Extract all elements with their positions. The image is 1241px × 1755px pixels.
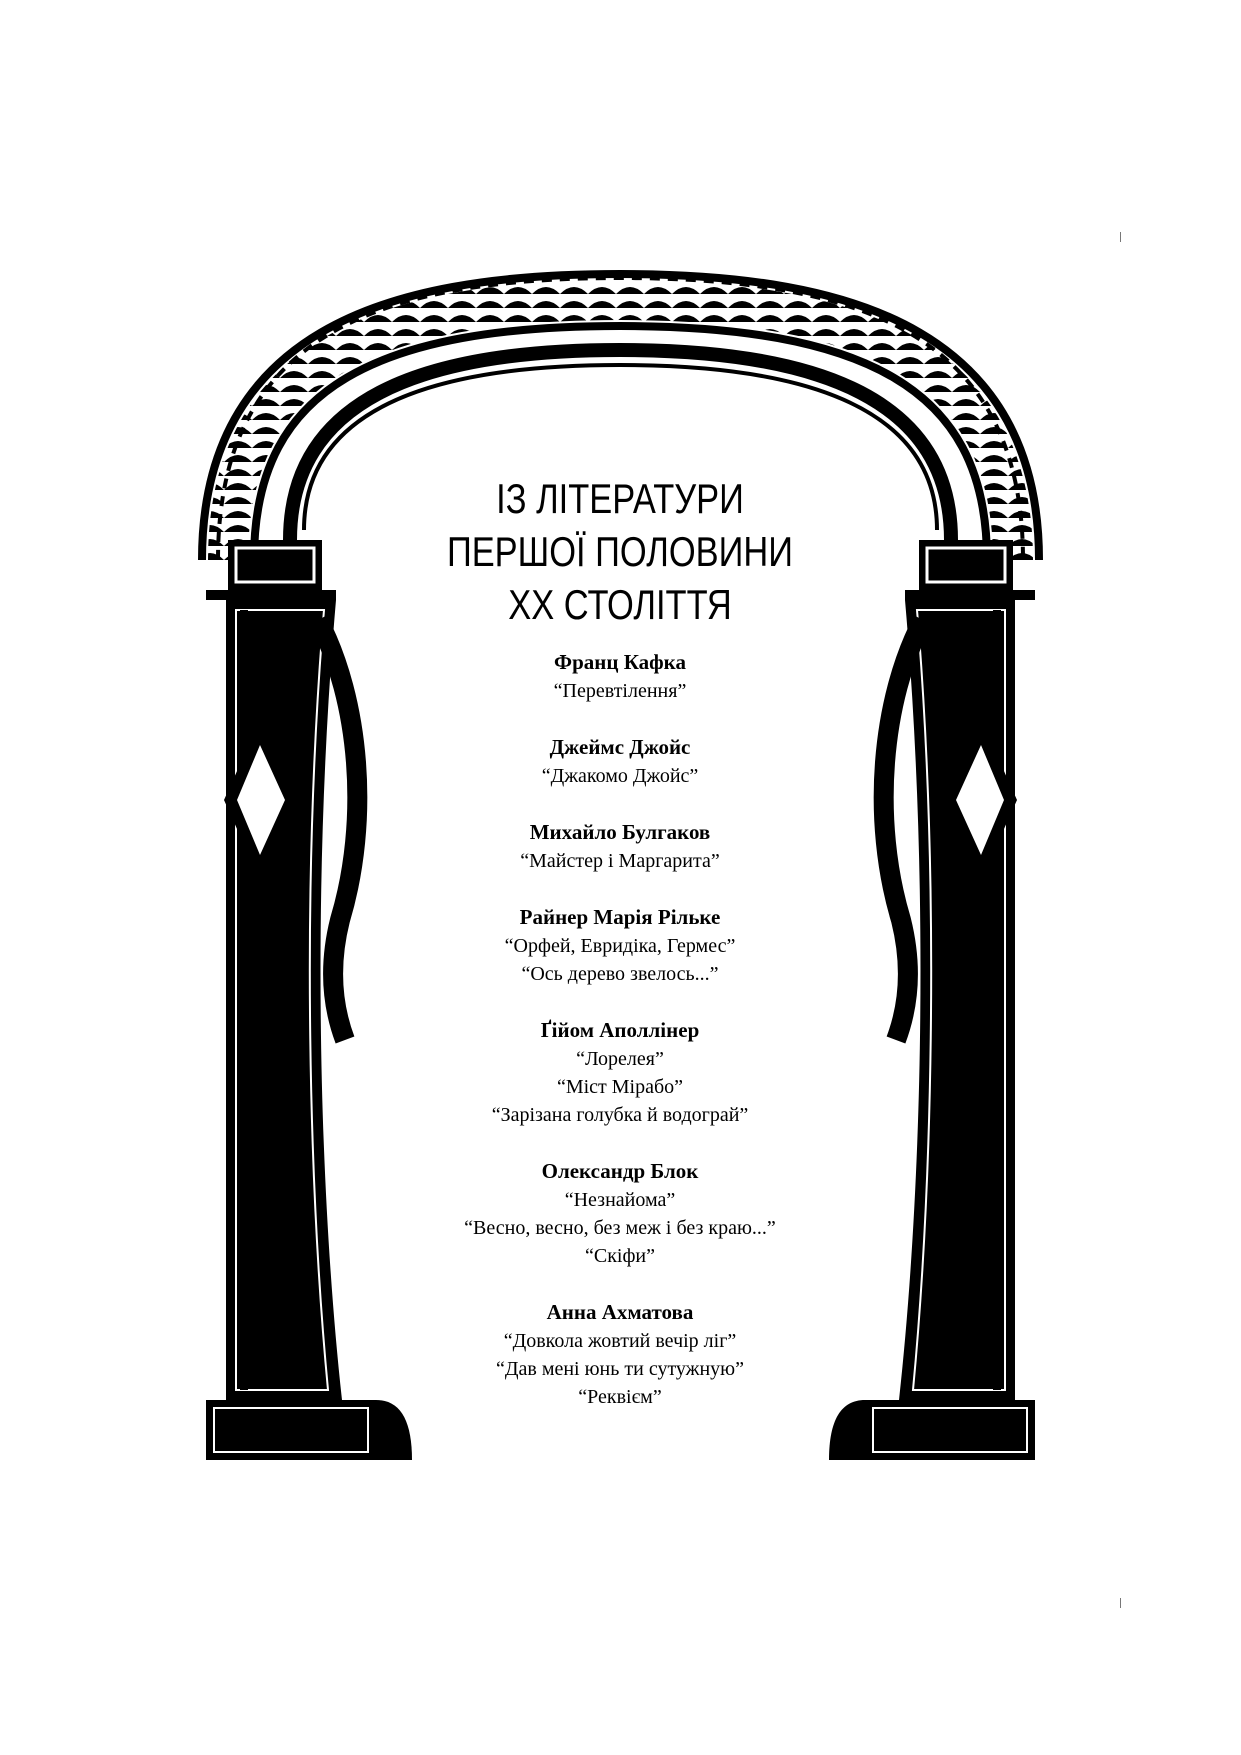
- author-name: Джеймс Джойс: [549, 735, 691, 759]
- title-line-3: ХХ СТОЛІТТЯ: [508, 581, 732, 628]
- contents-entry: [380, 1157, 860, 1270]
- author-name: Олександр Блок: [541, 1159, 699, 1183]
- author-name: Михайло Булгаков: [529, 820, 711, 844]
- title-line-1: ІЗ ЛІТЕРАТУРИ: [496, 475, 744, 522]
- title-line-2: ПЕРШОЇ ПОЛОВИНИ: [446, 528, 794, 575]
- work-title: “Незнайома”: [564, 1189, 676, 1211]
- work-title: “Ось дерево звелось...”: [521, 963, 719, 985]
- work-title: “Дав мені юнь ти сутужную”: [495, 1358, 744, 1380]
- work-title: “Зарізана голубка й водограй”: [491, 1104, 749, 1126]
- author-name: Анна Ахматова: [546, 1300, 694, 1324]
- work-title: “Довкола жовтий вечір ліг”: [503, 1330, 737, 1352]
- work-title: “Лорелея”: [576, 1048, 664, 1070]
- work-title: “Перевтілення”: [553, 680, 687, 702]
- work-title: “Міст Мірабо”: [556, 1076, 684, 1098]
- work-title: “Майстер і Маргарита”: [520, 850, 720, 872]
- contents-entry: [380, 733, 860, 790]
- crop-mark-top: [1120, 232, 1121, 242]
- contents-entry: [380, 903, 860, 988]
- section-title: [380, 472, 860, 631]
- contents-entry: [380, 1016, 860, 1129]
- contents-entry: [380, 648, 860, 705]
- work-title: “Орфей, Евридіка, Гермес”: [504, 935, 736, 957]
- work-title: “Джакомо Джойс”: [541, 765, 699, 787]
- contents-entry: [380, 818, 860, 875]
- work-title: “Реквієм”: [578, 1386, 662, 1408]
- contents-list: [380, 648, 860, 1439]
- author-name: Райнер Марія Рільке: [519, 905, 721, 929]
- author-name: Франц Кафка: [554, 650, 686, 674]
- work-title: “Скіфи”: [584, 1245, 656, 1267]
- contents-entry: [380, 1298, 860, 1411]
- author-name: Ґійом Аполлінер: [540, 1018, 700, 1042]
- crop-mark-bottom: [1120, 1598, 1121, 1608]
- work-title: “Весно, весно, без меж і без краю...”: [464, 1217, 776, 1239]
